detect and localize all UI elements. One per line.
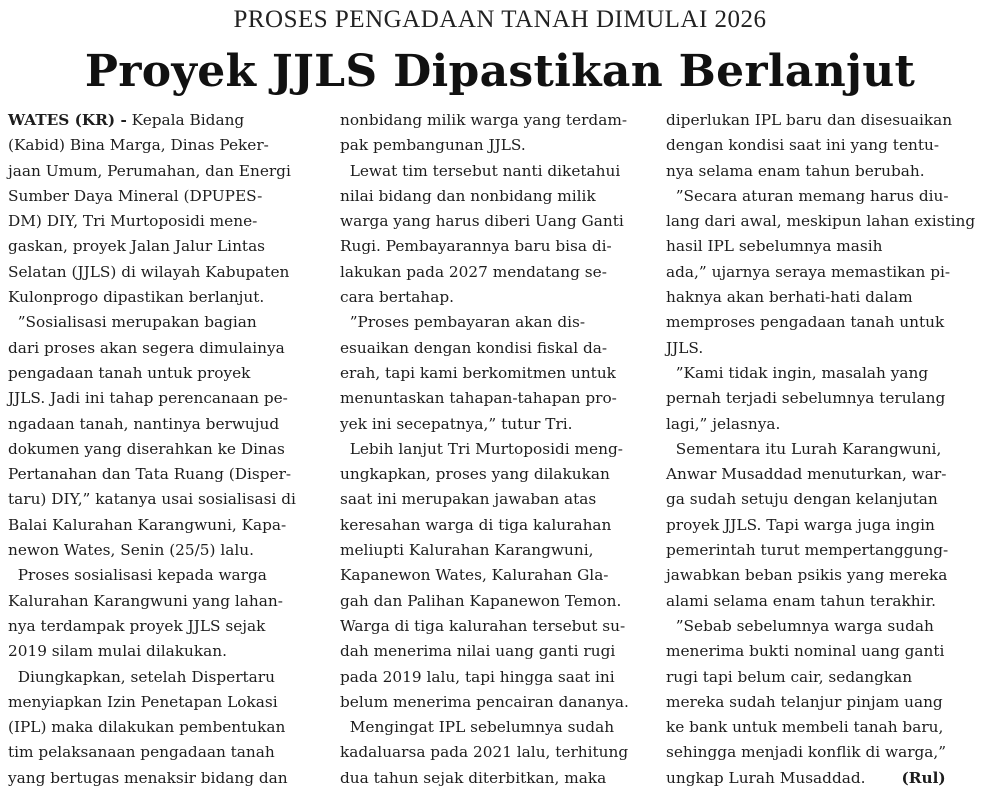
line-2-16: saat ini merupakan jawaban atas — [340, 490, 597, 509]
line-3-11: ”Kami tidak ingin, masalah yang — [666, 363, 929, 382]
line-2-8: cara bertahap. — [340, 288, 455, 307]
line-2-4: nilai bidang dan nonbidang milik — [340, 186, 596, 205]
line-2-27: dua tahun sejak diterbitkan, maka — [340, 768, 607, 787]
line-1-15: Pertanahan dan Tata Ruang (Disper- — [8, 465, 292, 484]
dateline: WATES (KR) - — [8, 111, 127, 129]
reporter-signature: (Rul) — [901, 768, 946, 787]
article-column-2 — [340, 108, 660, 791]
line-3-7: ada,” ujarnya seraya memastikan pi- — [666, 262, 951, 281]
line-1-5: DM) DIY, Tri Murtoposidi mene- — [8, 212, 258, 231]
line-1-24: menyiapkan Izin Penetapan Lokasi — [8, 692, 278, 711]
line-1-18: newon Wates, Senin (25/5) lalu. — [8, 541, 254, 560]
line-3-4: ”Secara aturan memang harus diu- — [666, 186, 949, 205]
line-3-8: haknya akan berhati-hati dalam — [666, 288, 913, 307]
line-3-2: dengan kondisi saat ini yang tentu- — [666, 136, 940, 155]
line-2-19: Kapanewon Wates, Kalurahan Gla- — [340, 566, 609, 585]
line-3-19: jawabkan beban psikis yang mereka — [666, 566, 948, 585]
article-column-1 — [8, 108, 330, 791]
line-1-27: yang bertugas menaksir bidang dan — [8, 768, 288, 787]
line-3-3: nya selama enam tahun berubah. — [666, 161, 925, 180]
line-2-21: Warga di tiga kalurahan tersebut su- — [340, 616, 626, 635]
line-2-24: belum menerima pencairan dananya. — [340, 692, 629, 711]
line-2-18: meliupti Kalurahan Karangwuni, — [340, 541, 594, 560]
line-3-12: pernah terjadi sebelumnya terulang — [666, 389, 946, 408]
line-3-5: lang dari awal, meskipun lahan existing — [666, 212, 976, 231]
line-3-21: ”Sebab sebelumnya warga sudah — [666, 616, 934, 635]
line-2-25: Mengingat IPL sebelumnya sudah — [340, 718, 615, 737]
line-2-7: lakukan pada 2027 mendatang se- — [340, 262, 607, 281]
line-2-23: pada 2019 lalu, tapi hingga saat ini — [340, 667, 615, 686]
line-1-3: jaan Umum, Perumahan, dan Energi — [8, 161, 291, 180]
line-1-26: tim pelaksanaan pengadaan tanah — [8, 743, 275, 762]
line-1-25: (IPL) maka dilakukan pembentukan — [8, 718, 286, 737]
line-3-23: rugi tapi belum cair, sedangkan — [666, 667, 913, 686]
line-3-9: memproses pengadaan tanah untuk — [666, 313, 945, 332]
line-3-16: ga sudah setuju dengan kelanjutan — [666, 490, 938, 509]
line-2-2: pak pembangunan JJLS. — [340, 136, 526, 155]
line-1-16: taru) DIY,” katanya usai sosialisasi di — [8, 490, 296, 509]
line-3-25: ke bank untuk membeli tanah baru, — [666, 718, 944, 737]
line-1-12: JJLS. Jadi ini tahap perencanaan pe- — [8, 389, 288, 408]
line-1-13: ngadaan tanah, nantinya berwujud — [8, 414, 280, 433]
line-2-15: ungkapkan, proses yang dilakukan — [340, 465, 610, 484]
line-1-14: dokumen yang diserahkan ke Dinas — [8, 439, 285, 458]
line-1-11: pengadaan tanah untuk proyek — [8, 363, 251, 382]
line-2-10: esuaikan dengan kondisi fiskal da- — [340, 338, 608, 357]
line-3-18: pemerintah turut mempertanggung- — [666, 541, 949, 560]
kicker-headline: PROSES PENGADAAN TANAH DIMULAI 2026 — [233, 6, 767, 33]
line-2-22: dah menerima nilai uang ganti rugi — [340, 642, 616, 661]
line-3-1: diperlukan IPL baru dan disesuaikan — [666, 111, 953, 129]
line-1-10: dari proses akan segera dimulainya — [8, 338, 285, 357]
line-2-6: Rugi. Pembayarannya baru bisa di- — [340, 237, 612, 256]
line-1-19: Proses sosialisasi kepada warga — [8, 566, 267, 585]
line-3-26: sehingga menjadi konflik di warga,” — [666, 743, 947, 762]
line-1-2: (Kabid) Bina Marga, Dinas Peker- — [8, 136, 269, 155]
line-1-4: Sumber Daya Mineral (DPUPES- — [8, 186, 263, 205]
line-3-27: ungkap Lurah Musaddad. (Rul) — [666, 768, 946, 787]
line-1-17: Balai Kalurahan Karangwuni, Kapa- — [8, 515, 287, 534]
line-3-6: hasil IPL sebelumnya masih — [666, 237, 883, 256]
line-1-23: Diungkapkan, setelah Dispertaru — [8, 667, 275, 686]
line-3-10: JJLS. — [666, 338, 704, 357]
line-1-1: WATES (KR) - Kepala Bidang — [8, 111, 245, 129]
line-2-13: yek ini secepatnya,” tutur Tri. — [340, 414, 573, 433]
line-1-9: ”Sosialisasi merupakan bagian — [8, 313, 257, 332]
line-2-1: nonbidang milik warga yang terdam- — [340, 111, 627, 129]
line-1-22: 2019 silam mulai dilakukan. — [8, 642, 227, 661]
article-column-3 — [666, 108, 986, 791]
line-3-13: lagi,” jelasnya. — [666, 414, 781, 433]
line-1-8: Kulonprogo dipastikan berlanjut. — [8, 288, 265, 307]
line-2-12: menuntaskan tahapan-tahapan pro- — [340, 389, 617, 408]
main-headline: Proyek JJLS Dipastikan Berlanjut — [84, 46, 916, 97]
line-3-14: Sementara itu Lurah Karangwuni, — [666, 439, 942, 458]
line-2-9: ”Proses pembayaran akan dis- — [340, 313, 586, 332]
line-2-11: erah, tapi kami berkomitmen untuk — [340, 363, 616, 382]
line-3-22: menerima bukti nominal uang ganti — [666, 642, 945, 661]
line-3-20: alami selama enam tahun terakhir. — [666, 591, 937, 610]
line-3-15: Anwar Musaddad menuturkan, war- — [666, 465, 947, 484]
line-1-7: Selatan (JJLS) di wilayah Kabupaten — [8, 262, 290, 281]
line-2-17: keresahan warga di tiga kalurahan — [340, 515, 612, 534]
line-1-20: Kalurahan Karangwuni yang lahan- — [8, 591, 283, 610]
line-2-26: kadaluarsa pada 2021 lalu, terhitung — [340, 743, 629, 762]
line-2-3: Lewat tim tersebut nanti diketahui — [340, 161, 621, 180]
line-3-24: mereka sudah telanjur pinjam uang — [666, 692, 943, 711]
line-2-20: gah dan Palihan Kapanewon Temon. — [340, 591, 622, 610]
line-1-6: gaskan, proyek Jalan Jalur Lintas — [8, 237, 266, 256]
line-1-21: nya terdampak proyek JJLS sejak — [8, 616, 266, 635]
line-2-5: warga yang harus diberi Uang Ganti — [340, 212, 624, 231]
line-2-14: Lebih lanjut Tri Murtoposidi meng- — [340, 439, 623, 458]
line-3-17: proyek JJLS. Tapi warga juga ingin — [666, 515, 935, 534]
